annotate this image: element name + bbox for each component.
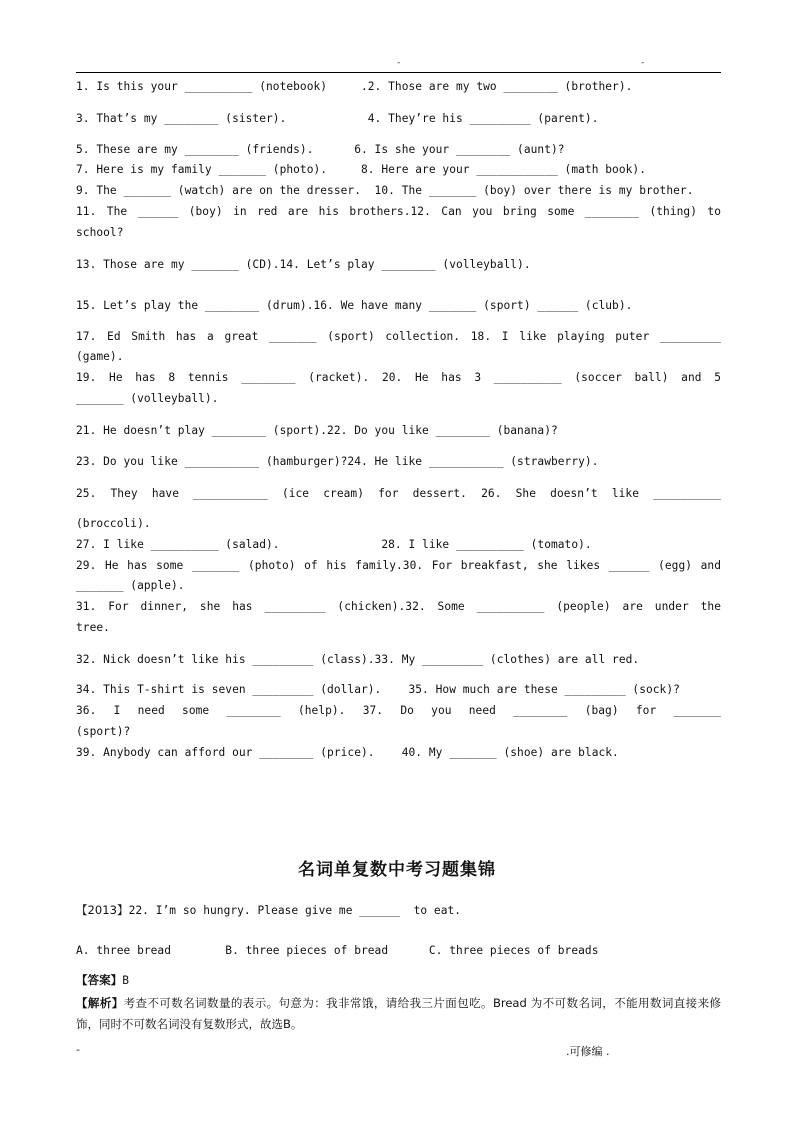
exam-question bbox=[76, 904, 721, 917]
exercise-line: tree. bbox=[76, 621, 110, 634]
exercise-line: 17. Ed Smith has a great _______ (sport) collection. 18. I like playing puter _________ bbox=[76, 330, 721, 343]
answer-value: B bbox=[122, 974, 129, 987]
header-mark-right: - bbox=[640, 58, 646, 68]
section-title: 名词单复数中考习题集锦 bbox=[298, 860, 496, 880]
exercise-line: (game). bbox=[76, 350, 124, 363]
exercise-line: 36. I need some ________ (help). 37. Do you need ________ (bag) for _______ bbox=[76, 704, 721, 717]
footer-right-text: .可修编 . bbox=[566, 1045, 610, 1058]
header-mark-center: - bbox=[396, 58, 402, 68]
exercise-line: 19. He has 8 tennis ________ (racket). 20. He has 3 __________ (soccer ball) and 5 bbox=[76, 371, 721, 384]
exercise-line: 29. He has some _______ (photo) of his family.30. For breakfast, she likes ______ (egg) and bbox=[76, 559, 721, 572]
exercise-line: 31. For dinner, she has _________ (chicken).32. Some __________ (people) are under the bbox=[76, 600, 721, 613]
footer-left-mark: - bbox=[76, 1043, 80, 1056]
exercise-line: _______ (volleyball). bbox=[76, 392, 219, 405]
analysis-text: 考查不可数名词数量的表示。句意为：我非常饿，请给我三片面包吃。Bread 为不可数名词，不能用数词直接来修饰，同时不可数名词没有复数形式，故选B。 bbox=[76, 996, 722, 1031]
exercise-line: 27. I like __________ (salad). 28. I like __________ (tomato). bbox=[76, 538, 592, 551]
exercise-line: _______ (apple). bbox=[76, 579, 185, 592]
exercise-line: (sport)? bbox=[76, 725, 131, 738]
exercise-line: 15. Let’s play the ________ (drum).16. We have many _______ (sport) ______ (club). bbox=[76, 299, 633, 312]
exercise-line: 25. They have ___________ (ice cream) for dessert. 26. She doesn’t like __________ bbox=[76, 487, 721, 500]
answer-tag: 【答案】 bbox=[76, 973, 123, 987]
exercise-line: 21. He doesn’t play ________ (sport).22. Do you like ________ (banana)? bbox=[76, 424, 558, 437]
exercise-line: 32. Nick doesn’t like his _________ (class).33. My _________ (clothes) are all red. bbox=[76, 653, 640, 666]
analysis-tag: 【解析】 bbox=[76, 996, 124, 1010]
exam-year-tag: 【2013】 bbox=[76, 903, 129, 917]
exercise-line: 13. Those are my _______ (CD).14. Let’s play ________ (volleyball). bbox=[76, 258, 531, 271]
exam-analysis bbox=[76, 993, 721, 1035]
exam-question-text: 22. I’m so hungry. Please give me ______ to eat. bbox=[128, 904, 462, 917]
exercise-line: 9. The _______ (watch) are on the dresser. 10. The _______ (boy) over there is my brother. bbox=[76, 184, 694, 197]
exam-answer bbox=[76, 974, 721, 987]
exercise-line: 7. Here is my family _______ (photo). 8. Here are your ____________ (math book). bbox=[76, 163, 646, 176]
exam-options: A. three bread B. three pieces of bread C. three pieces of breads bbox=[76, 944, 599, 957]
header-rule bbox=[76, 72, 721, 73]
exercise-line: (broccoli). bbox=[76, 517, 151, 530]
exercise-line: 3. That’s my ________ (sister). 4. They’re his _________ (parent). bbox=[76, 112, 599, 125]
exercise-line: 23. Do you like ___________ (hamburger)?24. He like ___________ (strawberry). bbox=[76, 455, 599, 468]
exercise-line: 11. The ______ (boy) in red are his brothers.12. Can you bring some ________ (thing) to bbox=[76, 205, 721, 218]
exercise-line: 34. This T-shirt is seven _________ (dollar). 35. How much are these _________ (sock)? bbox=[76, 683, 680, 696]
exercise-line: 5. These are my ________ (friends). 6. Is she your ________ (aunt)? bbox=[76, 143, 565, 156]
exercise-line: school? bbox=[76, 226, 124, 239]
exercise-line: 39. Anybody can afford our ________ (price). 40. My _______ (shoe) are black. bbox=[76, 746, 619, 759]
exercise-line: 1. Is this your __________ (notebook) .2. Those are my two ________ (brother). bbox=[76, 80, 633, 93]
